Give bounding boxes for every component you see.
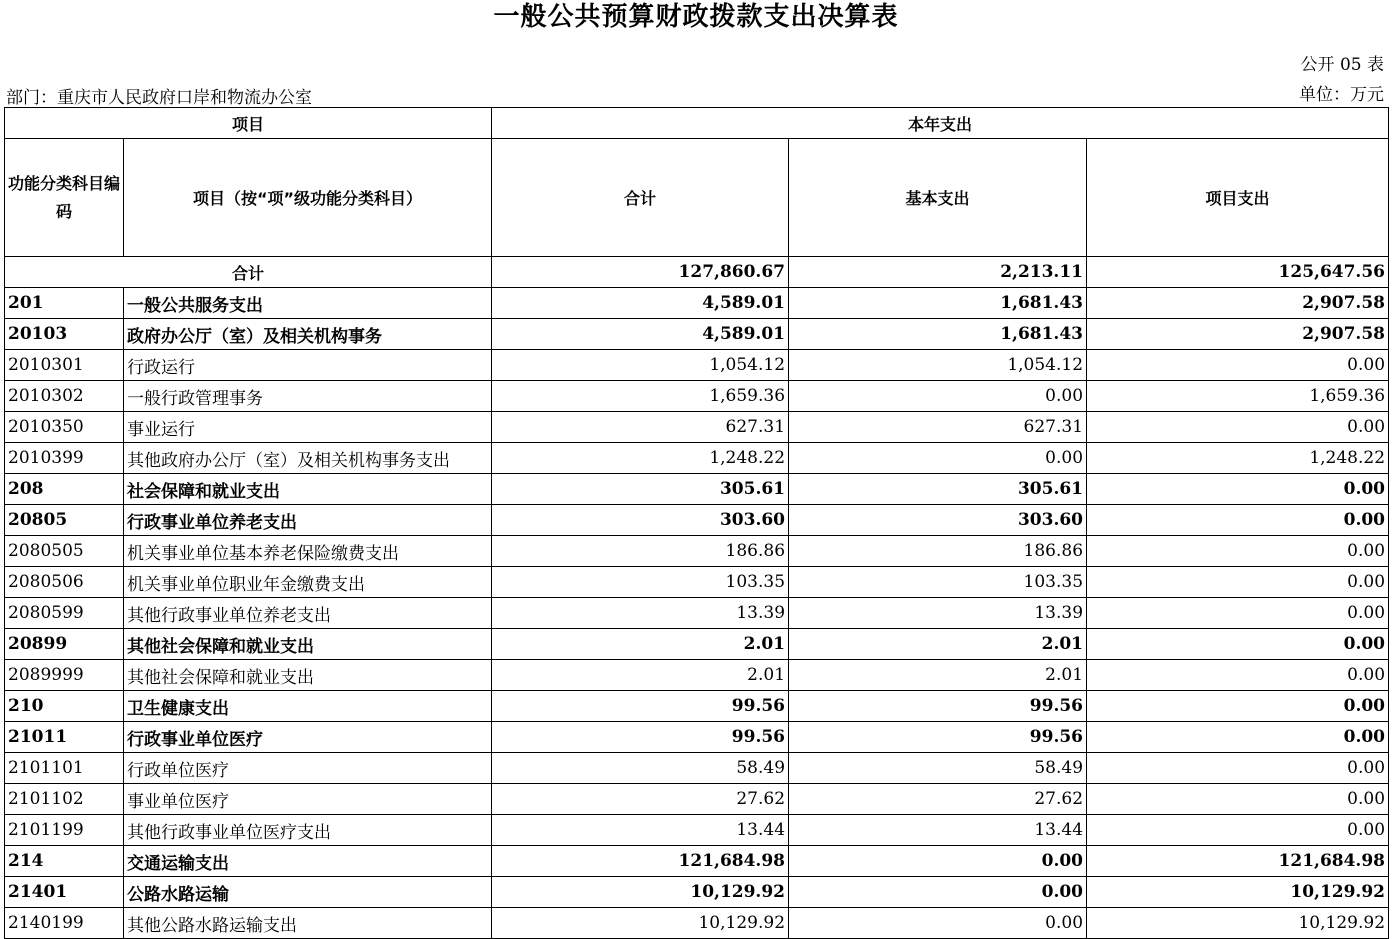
row-project: 0.00	[1087, 784, 1389, 815]
row-total: 1,248.22	[492, 443, 789, 474]
row-code: 2089999	[5, 660, 124, 691]
row-code: 2080506	[5, 567, 124, 598]
row-code: 2080505	[5, 536, 124, 567]
row-code: 2140199	[5, 908, 124, 939]
row-code: 20899	[5, 629, 124, 660]
table-row	[5, 381, 1389, 412]
row-basic: 0.00	[789, 908, 1087, 939]
row-total: 103.35	[492, 567, 789, 598]
header-code: 功能分类科目编码	[5, 139, 124, 257]
row-total: 1,054.12	[492, 350, 789, 381]
row-basic: 27.62	[789, 784, 1087, 815]
department-label: 部门：重庆市人民政府口岸和物流办公室	[6, 88, 312, 108]
row-project: 0.00	[1087, 350, 1389, 381]
row-code: 2010301	[5, 350, 124, 381]
row-total: 186.86	[492, 536, 789, 567]
table-row	[5, 660, 1389, 691]
row-code: 21401	[5, 877, 124, 908]
row-basic: 0.00	[789, 846, 1087, 877]
row-code: 2101199	[5, 815, 124, 846]
row-code: 2101102	[5, 784, 124, 815]
total-sum: 127,860.67	[492, 257, 789, 288]
row-project: 2,907.58	[1087, 319, 1389, 350]
table-row	[5, 815, 1389, 846]
row-basic: 13.44	[789, 815, 1087, 846]
row-basic: 0.00	[789, 381, 1087, 412]
row-project: 0.00	[1087, 474, 1389, 505]
row-total: 627.31	[492, 412, 789, 443]
table-row	[5, 846, 1389, 877]
header-item-group: 项目	[5, 108, 492, 139]
row-code: 21011	[5, 722, 124, 753]
row-basic: 0.00	[789, 877, 1087, 908]
row-project: 0.00	[1087, 536, 1389, 567]
table-row	[5, 474, 1389, 505]
row-basic: 1,681.43	[789, 288, 1087, 319]
row-project: 0.00	[1087, 412, 1389, 443]
total-project: 125,647.56	[1087, 257, 1389, 288]
row-project: 1,659.36	[1087, 381, 1389, 412]
table-row	[5, 753, 1389, 784]
unit-label: 单位：万元	[1299, 85, 1384, 105]
row-project: 2,907.58	[1087, 288, 1389, 319]
row-name: 政府办公厅（室）及相关机构事务	[124, 319, 492, 350]
row-name: 其他行政事业单位养老支出	[124, 598, 492, 629]
row-project: 10,129.92	[1087, 908, 1389, 939]
row-total: 10,129.92	[492, 877, 789, 908]
table-row	[5, 505, 1389, 536]
row-total: 2.01	[492, 660, 789, 691]
row-total: 99.56	[492, 722, 789, 753]
row-project: 0.00	[1087, 815, 1389, 846]
row-name: 其他公路水路运输支出	[124, 908, 492, 939]
table-row	[5, 536, 1389, 567]
row-basic: 1,681.43	[789, 319, 1087, 350]
table-row	[5, 877, 1389, 908]
row-total: 99.56	[492, 691, 789, 722]
row-total: 2.01	[492, 629, 789, 660]
row-project: 1,248.22	[1087, 443, 1389, 474]
table-row	[5, 350, 1389, 381]
row-total: 58.49	[492, 753, 789, 784]
row-name: 其他政府办公厅（室）及相关机构事务支出	[124, 443, 492, 474]
row-name: 其他社会保障和就业支出	[124, 629, 492, 660]
row-basic: 627.31	[789, 412, 1087, 443]
row-basic: 99.56	[789, 691, 1087, 722]
row-basic: 1,054.12	[789, 350, 1087, 381]
row-project: 10,129.92	[1087, 877, 1389, 908]
row-code: 2101101	[5, 753, 124, 784]
total-label: 合计	[5, 257, 492, 288]
row-code: 20805	[5, 505, 124, 536]
table-row	[5, 443, 1389, 474]
row-code: 2010350	[5, 412, 124, 443]
row-code: 2010399	[5, 443, 124, 474]
row-name: 行政单位医疗	[124, 753, 492, 784]
table-row	[5, 288, 1389, 319]
header-total: 合计	[492, 139, 789, 257]
row-project: 0.00	[1087, 753, 1389, 784]
table-row	[5, 598, 1389, 629]
total-row	[5, 257, 1389, 288]
row-name: 卫生健康支出	[124, 691, 492, 722]
row-basic: 58.49	[789, 753, 1087, 784]
row-total: 303.60	[492, 505, 789, 536]
row-total: 13.44	[492, 815, 789, 846]
row-name: 交通运输支出	[124, 846, 492, 877]
row-basic: 2.01	[789, 629, 1087, 660]
row-project: 0.00	[1087, 691, 1389, 722]
row-total: 10,129.92	[492, 908, 789, 939]
table-row	[5, 567, 1389, 598]
row-name: 社会保障和就业支出	[124, 474, 492, 505]
row-name: 机关事业单位职业年金缴费支出	[124, 567, 492, 598]
document-title: 一般公共预算财政拨款支出决算表	[493, 2, 899, 32]
row-project: 0.00	[1087, 629, 1389, 660]
row-total: 4,589.01	[492, 319, 789, 350]
row-name: 行政事业单位养老支出	[124, 505, 492, 536]
table-row	[5, 784, 1389, 815]
row-total: 4,589.01	[492, 288, 789, 319]
table-row	[5, 722, 1389, 753]
row-project: 121,684.98	[1087, 846, 1389, 877]
budget-table	[4, 107, 1389, 939]
row-name: 事业运行	[124, 412, 492, 443]
table-row	[5, 691, 1389, 722]
row-total: 121,684.98	[492, 846, 789, 877]
row-project: 0.00	[1087, 722, 1389, 753]
row-basic: 99.56	[789, 722, 1087, 753]
row-total: 305.61	[492, 474, 789, 505]
header-year-group: 本年支出	[492, 108, 1389, 139]
table-row	[5, 319, 1389, 350]
header-row-group	[5, 108, 1389, 139]
row-name: 机关事业单位基本养老保险缴费支出	[124, 536, 492, 567]
table-row	[5, 908, 1389, 939]
row-code: 2010302	[5, 381, 124, 412]
row-code: 214	[5, 846, 124, 877]
row-code: 208	[5, 474, 124, 505]
row-name: 行政事业单位医疗	[124, 722, 492, 753]
row-total: 13.39	[492, 598, 789, 629]
row-name: 其他行政事业单位医疗支出	[124, 815, 492, 846]
row-basic: 13.39	[789, 598, 1087, 629]
row-name: 行政运行	[124, 350, 492, 381]
row-basic: 305.61	[789, 474, 1087, 505]
header-name: 项目（按“项”级功能分类科目）	[124, 139, 492, 257]
row-basic: 0.00	[789, 443, 1087, 474]
row-name: 事业单位医疗	[124, 784, 492, 815]
row-total: 27.62	[492, 784, 789, 815]
row-total: 1,659.36	[492, 381, 789, 412]
row-project: 0.00	[1087, 567, 1389, 598]
row-basic: 103.35	[789, 567, 1087, 598]
row-code: 201	[5, 288, 124, 319]
table-row	[5, 629, 1389, 660]
row-project: 0.00	[1087, 660, 1389, 691]
row-project: 0.00	[1087, 505, 1389, 536]
row-name: 一般公共服务支出	[124, 288, 492, 319]
row-name: 一般行政管理事务	[124, 381, 492, 412]
table-code: 公开 05 表	[1300, 55, 1384, 75]
row-project: 0.00	[1087, 598, 1389, 629]
row-basic: 303.60	[789, 505, 1087, 536]
row-code: 2080599	[5, 598, 124, 629]
header-row-columns	[5, 139, 1389, 257]
total-basic: 2,213.11	[789, 257, 1087, 288]
header-project: 项目支出	[1087, 139, 1389, 257]
header-basic: 基本支出	[789, 139, 1087, 257]
row-code: 210	[5, 691, 124, 722]
table-row	[5, 412, 1389, 443]
row-basic: 2.01	[789, 660, 1087, 691]
row-code: 20103	[5, 319, 124, 350]
row-name: 其他社会保障和就业支出	[124, 660, 492, 691]
row-basic: 186.86	[789, 536, 1087, 567]
row-name: 公路水路运输	[124, 877, 492, 908]
